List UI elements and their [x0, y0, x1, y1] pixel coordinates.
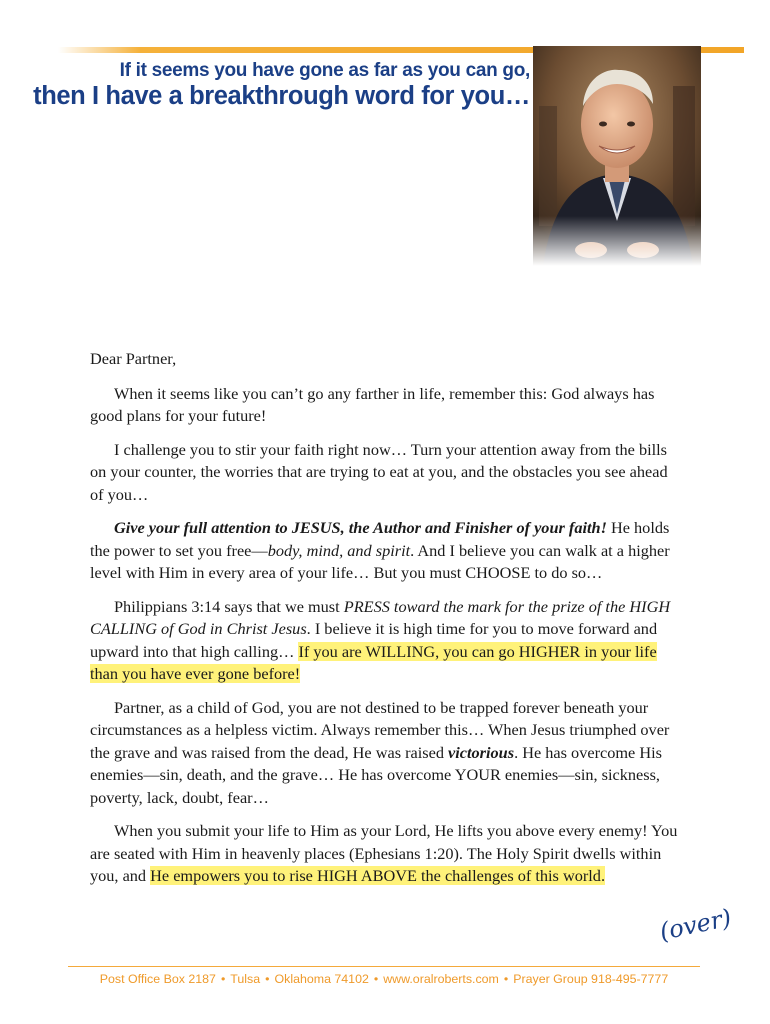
- emphasis-text: victorious: [448, 742, 515, 762]
- highlighted-text: If you are WILLING, you can go HIGHER in your life than you have ever gone before!: [90, 641, 657, 683]
- paragraph-5: [90, 697, 682, 810]
- paragraph-3: [90, 517, 682, 585]
- emphasis-text: Give your full attention to JESUS, the Author and Finisher of your faith!: [114, 518, 607, 537]
- footer-rule: [68, 966, 700, 967]
- body-text: When you submit your life to Him as your Lord, He lifts you above every enemy! You are seated with Him in heavenly places (Ephesians 1:20). The Holy Spirit dwells within you, and: [90, 821, 678, 885]
- footer-prayer-group: Prayer Group 918-495-7777: [513, 972, 669, 986]
- footer-separator: •: [265, 972, 270, 986]
- paragraph-4: [90, 596, 682, 686]
- headline-line-1: If it seems you have gone as far as you can go,: [119, 60, 530, 81]
- body-text: . I believe it is high time for you to move forward and upward into that high calling…: [90, 619, 658, 661]
- footer-separator: •: [220, 972, 226, 986]
- body-text: . He has overcome His enemies—sin, death, and the grave… He has overcome YOUR enemies—sin, sickness, poverty, lack, doubt, fear…: [90, 742, 662, 807]
- footer-state-zip: Oklahoma 74102: [274, 972, 369, 986]
- paragraph-2: I challenge you to stir your faith right now… Turn your attention away from the bills on your counter, the worries that are trying to eat at you, and the obstacles you see ahead of you…: [90, 439, 668, 504]
- footer-separator: •: [373, 972, 379, 986]
- body-text: Partner, as a child of God, you are not destined to be trapped forever beneath your circumstances as a helpless victim. Always remember this… When Jesus triumphed over the grave and was raised from the dead, He was raised: [90, 697, 670, 762]
- body-text: . And I believe you can walk at a higher level with Him in every area of your life… But you must CHOOSE to do so…: [90, 540, 670, 582]
- salutation: Dear Partner,: [90, 349, 177, 368]
- footer-city: Tulsa: [230, 972, 261, 986]
- portrait-photo: [533, 46, 701, 266]
- body-text: He holds the power to set you free—: [90, 518, 670, 560]
- over-handwritten-note: (over): [657, 903, 734, 946]
- footer-contact: [68, 972, 700, 986]
- highlighted-text: He empowers you to rise HIGH ABOVE the challenges of this world.: [150, 866, 606, 885]
- paragraph-1: When it seems like you can’t go any farther in life, remember this: God always has good plans for your future!: [90, 383, 655, 425]
- body-text: Philippians 3:14 says that we must: [114, 596, 344, 616]
- italic-text: body, mind, and spirit: [267, 540, 411, 560]
- letter-body: [90, 348, 682, 899]
- portrait-illustration: [533, 46, 701, 266]
- italic-text: PRESS toward the mark for the prize of the HIGH CALLING of God in Christ Jesus: [90, 596, 671, 638]
- headline-line-2: then I have a breakthrough word for you…: [33, 82, 530, 110]
- footer-po-box: Post Office Box 2187: [99, 972, 216, 986]
- paragraph-6: [90, 820, 682, 888]
- footer-website-link[interactable]: www.oralroberts.com: [383, 972, 499, 986]
- footer-separator: •: [503, 972, 509, 986]
